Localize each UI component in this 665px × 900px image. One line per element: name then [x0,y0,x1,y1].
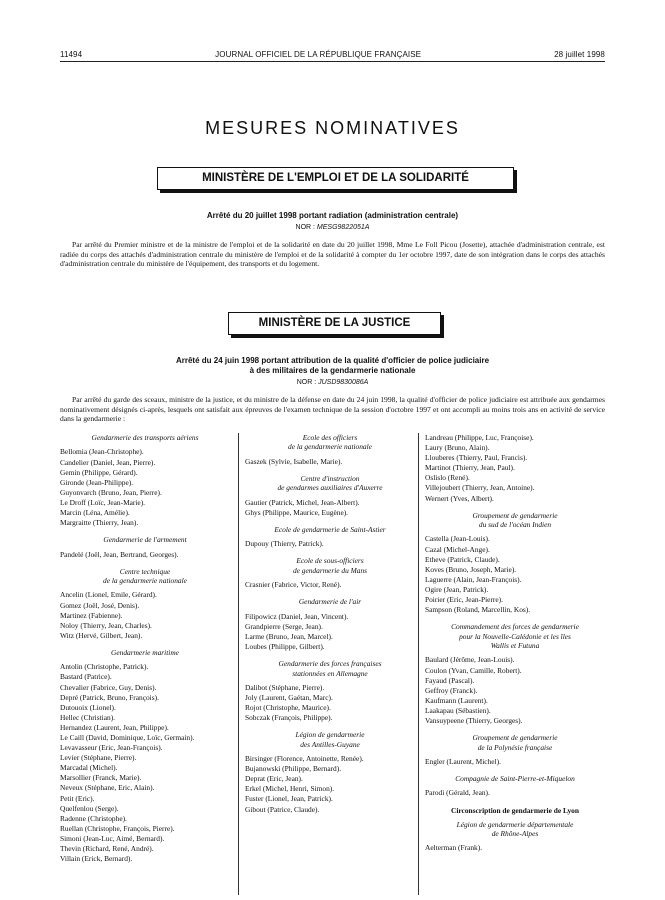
officer-name: Etheve (Patrick, Claude). [425,554,500,564]
officer-name: Depré (Patrick, Bruno, François). [60,692,159,702]
unit-heading [60,648,230,657]
officer-name: Neveux (Stéphane, Eric, Alain). [60,783,155,793]
arrete-paragraph-1: Par arrêté du Premier ministre et de la ministre de l'emploi et de la solidarité en date du 20 juillet 1998, Mme Le Foll Picou (Josette), attachée d'administration centrale, est radiée du corps des attachés d'administration centrale du ministère de l'emploi et de la solidarité à compter du 1er octobre 1997, date de son intégration dans le corps des attachés d'administration centrale du ministère de l'équipement, des transports et du logement. [60,240,605,269]
unit-heading-line: stationnées en Allemagne [292,668,368,678]
officer-name: Erkel (Michel, Henri, Simon). [245,784,335,794]
column-divider [238,433,239,895]
unit-heading-line: Commandement des forces de gendarmerie [451,622,579,632]
officer-name: Laguerre (Alain, Jean-François). [425,574,522,584]
arrete-paragraph-2: Par arrêté du garde des sceaux, ministre de la justice, et du ministre de la défense en date du 24 juin 1998, la qualité d'officier de police judiciaire est attribuée aux gendarmes nominativement désignés ci-après, lesquels ont satisfait aux épreuves de l'examen technique de la session d'octobre 1997 et ont accompli au moins trois ans en activité de service dans la gendarmerie : [60,395,605,424]
officer-name: Marcin (Léna, Amélie). [60,507,130,517]
unit-heading-line: Légion de gendarmerie [295,730,365,740]
officer-name: Dalibot (Stéphane, Pierre). [245,682,325,692]
officer-name: Hellec (Christian). [60,712,116,722]
officer-name: Bastard (Patrice). [60,672,112,682]
unit-heading [60,567,230,586]
officer-name: Bellomia (Jean-Christophe). [60,447,144,457]
officer-name: Koves (Bruno, Joseph, Marie). [425,564,517,574]
unit-heading-line: Ecole de gendarmerie de Saint-Astier [274,524,386,534]
region-heading: Circonscription de gendarmerie de Lyon [451,805,579,815]
officer-name: Antolin (Christophe, Patrick). [60,662,149,672]
officer-name: Dutouoix (Lionel). [60,702,116,712]
unit-heading-line: Légion de gendarmerie départementale [456,819,574,829]
unit-heading-line: Gendarmerie des forces françaises [278,659,382,669]
unit-heading-line: Gendarmerie maritime [111,647,179,657]
unit-heading [245,556,415,575]
nor-line-2 [60,379,605,386]
officer-name: Aelterman (Frank). [425,843,483,853]
officer-name: Kaufmann (Laurent). [425,695,488,705]
officer-name: Grandpierre (Serge, Jean). [245,621,323,631]
officer-name: Martinot (Thierry, Jean, Paul). [425,463,515,473]
officer-name: Castella (Jean-Louis). [425,534,490,544]
officer-name: Le Droff (Loïc, Jean-Marie). [60,497,146,507]
unit-heading [425,774,605,783]
unit-heading [425,622,605,650]
officer-name: Martinez (Fabienne). [60,610,123,620]
unit-heading-line: de gendarmerie du Mans [292,565,368,575]
page-header [60,50,605,59]
officer-name: Fuster (Lionel, Jean, Patrick). [245,794,333,804]
issue-date: 28 juillet 1998 [554,50,605,59]
unit-heading [60,433,230,442]
officer-name: Landreau (Philippe, Luc, Françoise). [425,433,534,442]
officer-name: Bujanowski (Philippe, Bernard). [245,764,342,774]
officer-name: Wernert (Yves, Albert). [425,493,494,503]
nor-label: NOR : [296,379,317,386]
officer-name: Joly (Laurent, Gaétan, Marc). [245,693,333,702]
officer-name: Deprat (Eric, Jean). [245,774,303,784]
officer-name: Engler (Laurent, Michel). [425,756,501,766]
unit-heading-line: Centre technique [119,566,171,576]
unit-heading-line: de la gendarmerie nationale [288,442,372,452]
officer-name: Ancelin (Lionel, Emile, Gérard). [60,590,157,600]
column-divider [418,433,419,895]
header-rule [60,61,605,62]
unit-heading [245,433,415,452]
unit-heading [245,730,415,749]
nor-line-1 [60,224,605,231]
officer-name: Filipowicz (Daniel, Jean, Vincent). [245,611,349,621]
unit-heading [425,820,605,839]
unit-heading-line: du sud de l'océan Indien [478,520,552,530]
officer-name: Marsollier (Franck, Marie). [60,773,142,783]
unit-heading-line: Centre d'instruction [300,473,360,483]
officer-name: Poirier (Eric, Jean-Pierre). [425,595,503,605]
officer-name: Gironde (Jean-Philippe). [60,477,134,487]
unit-heading-line: de Rhône-Alpes [491,829,539,838]
officer-name: Levier (Stéphane, Pierre). [60,753,137,763]
nor-code: MESG9822051A [316,224,370,231]
officer-name: Llouberes (Thierry, Paul, Francis). [425,453,528,463]
officer-name: Radenne (Christophe). [60,813,127,823]
unit-heading-line: Ecole de sous-officiers [296,556,364,566]
unit-heading [60,535,230,544]
officer-name: Rojot (Christophe, Maurice). [245,703,331,713]
officer-name: Baulard (Jérôme, Jean-Louis). [425,655,515,665]
officer-name: Marcadal (Michel). [60,763,118,773]
officer-name: Villain (Erick, Bernard). [60,854,133,864]
ministry-emploi-box: MINISTÈRE DE L'EMPLOI ET DE LA SOLIDARITÉ [157,167,514,190]
unit-heading-line: des Antilles-Guyane [300,739,360,749]
page-title: MESURES NOMINATIVES [205,118,460,138]
officer-name: Coulon (Yvan, Camille, Robert). [425,665,522,675]
officer-name: Vansuypeene (Thierry, Georges). [425,716,523,725]
unit-heading [425,511,605,530]
unit-heading-line: Ecole des officiers [302,433,358,442]
page-number: 11494 [60,50,83,59]
unit-heading-line: Gendarmerie de l'armement [103,535,187,545]
officer-name: Simoni (Jean-Luc, Aimé, Bernard). [60,833,165,843]
officer-name: Parodi (Gérald, Jean). [425,788,490,798]
officer-name: Petit (Eric). [60,793,95,803]
officer-name: Ruellan (Christophe, François, Pierre). [60,823,175,833]
officer-name: Crasnier (Fabrice, Victor, René). [245,580,342,590]
officer-name: Guyonvarch (Bruno, Jean, Pierre). [60,487,162,497]
unit-heading-line: de gendarmes auxiliaires d'Auxerre [277,483,383,493]
ministry-justice-box: MINISTÈRE DE LA JUSTICE [228,312,441,335]
officer-name: Thevin (Richard, René, André). [60,844,154,854]
officer-name: Witz (Hervé, Gilbert, Jean). [60,630,143,640]
officer-name: Noloy (Thierry, Jean, Charles). [60,620,152,630]
officer-name: Gemin (Philippe, Gérard). [60,467,138,477]
officer-name: Villejoubert (Thierry, Jean, Antoine). [425,483,535,493]
names-column-2 [245,433,415,815]
officer-name: Candelier (Daniel, Jean, Pierre). [60,457,156,467]
unit-heading [245,597,415,606]
officer-name: Margraitte (Thierry, Jean). [60,518,139,528]
officer-name: Cazal (Michel-Ange). [425,544,490,554]
officer-name: Larme (Bruno, Jean, Marcel). [245,631,333,641]
officer-name: Le Caill (David, Dominique, Loïc, Germain). [60,733,195,742]
officer-name: Gautier (Patrick, Michel, Jean-Albert). [245,497,360,507]
unit-heading-line: Groupement de gendarmerie [472,510,558,520]
officer-name: Sampson (Roland, Marcellin, Kos). [425,605,531,615]
officer-name: Laakapau (Sébastien). [425,705,491,715]
unit-heading [245,659,415,678]
officer-name: Hernandez (Laurent, Jean, Philippe). [60,722,169,732]
unit-heading-line: pour la Nouvelle-Calédonie et les îles [459,631,571,641]
officer-name: Gibout (Patrice, Claude). [245,804,320,814]
unit-heading-line: de la gendarmerie nationale [103,576,187,586]
officer-name: Gaszek (Sylvie, Isabelle, Marie). [245,456,343,466]
officer-name: Geffroy (Franck). [425,685,478,695]
officer-name: Ghys (Philippe, Maurice, Eugène). [245,507,349,517]
unit-heading-line: Gendarmerie des transports aériens [91,433,199,442]
officer-name: Sobczak (François, Philippe). [245,713,333,723]
officer-name: Quelfenlou (Serge). [60,803,119,813]
officer-name: Ogire (Jean, Patrick). [425,584,489,594]
nor-code: JUSD9830086A [318,379,369,386]
unit-heading [245,474,415,493]
arrete-title-1: Arrêté du 20 juillet 1998 portant radiation (administration centrale) [206,211,459,220]
officer-name: Oslislo (René). [425,473,470,483]
officer-name: Fayaud (Pascal). [425,675,475,685]
officer-name: Dupouy (Thierry, Patrick). [245,539,324,549]
names-column-3 [425,433,605,854]
arrete-title-2a: Arrêté du 24 juin 1998 portant attribution de la qualité d'officier de police judiciaire [175,356,490,365]
nor-label: NOR : [295,224,315,231]
officer-name: Levavasseur (Eric, Jean-François). [60,743,163,753]
officer-name: Gomez (Joël, José, Denis). [60,600,140,610]
unit-heading [245,525,415,534]
officer-name: Loubes (Philippe, Gilbert). [245,642,325,651]
unit-heading [425,733,605,752]
officer-name: Chevalier (Fabrice, Guy, Denis). [60,682,157,692]
arrete-title-2b: à des militaires de la gendarmerie nationale [249,366,416,375]
officer-name: Pandelé (Joël, Jean, Bertrand, Georges). [60,549,179,559]
unit-heading-line: Groupement de gendarmerie [472,733,558,743]
officer-name: Birsinger (Florence, Antoinette, Renée). [245,754,364,764]
unit-heading-line: Compagnie de Saint-Pierre-et-Miquelon [455,774,575,783]
names-column-1 [60,433,230,864]
unit-heading-line: Wallis et Futuna [490,641,540,651]
unit-heading-line: Gendarmerie de l'air [298,597,362,607]
journal-title: JOURNAL OFFICIEL DE LA RÉPUBLIQUE FRANÇAISE [215,50,422,59]
officer-name: Laury (Bruno, Alain). [425,443,490,453]
unit-heading-line: de la Polynésie française [477,742,553,752]
